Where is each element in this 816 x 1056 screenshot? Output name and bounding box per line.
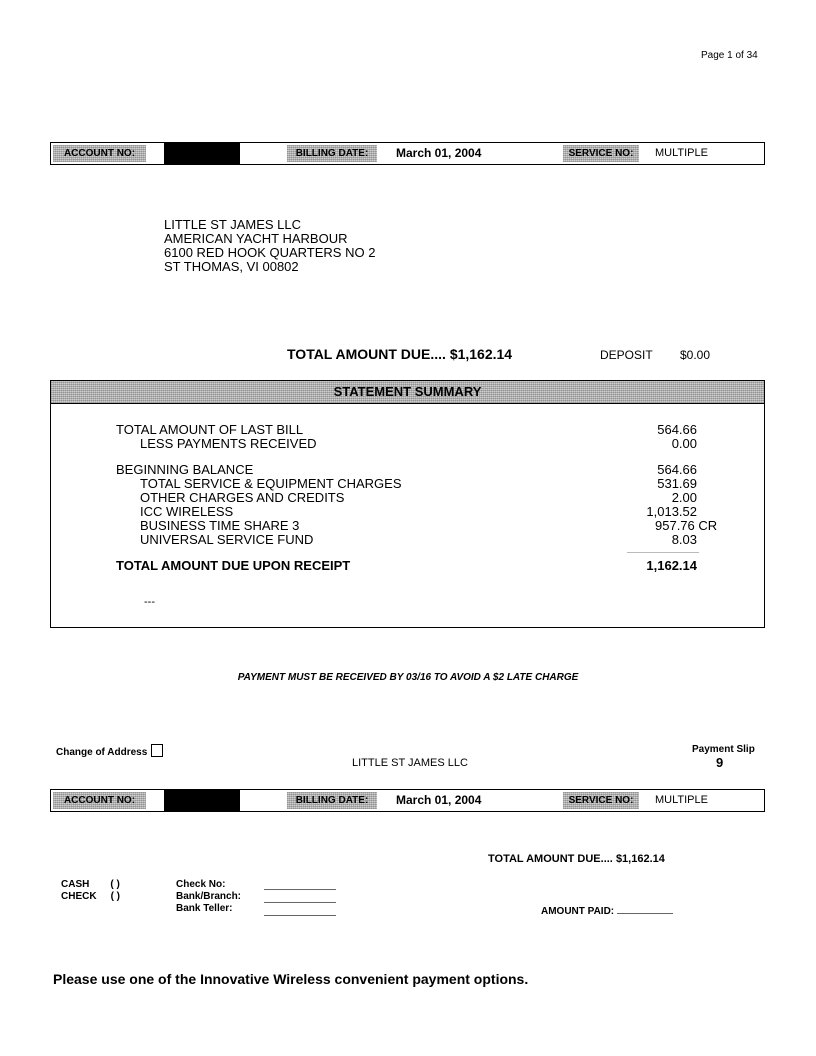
payments-label: LESS PAYMENTS RECEIVED: [140, 436, 317, 451]
service-no-label: SERVICE NO:: [563, 145, 639, 162]
last-bill-amount: 564.66: [657, 422, 697, 437]
charge-item-label: UNIVERSAL SERVICE FUND: [140, 532, 314, 547]
check-option[interactable]: ( ): [110, 891, 121, 902]
account-no-label: ACCOUNT NO:: [53, 792, 146, 809]
payments-amount: 0.00: [671, 436, 697, 451]
statement-summary-title: STATEMENT SUMMARY: [51, 381, 764, 404]
address-line: AMERICAN YACHT HARBOUR: [164, 231, 348, 246]
slip-total-due: TOTAL AMOUNT DUE.... $1,162.14: [488, 853, 665, 865]
address-line: 6100 RED HOOK QUARTERS NO 2: [164, 245, 376, 260]
account-no-redacted: [164, 790, 240, 811]
billing-date-label: BILLING DATE:: [287, 145, 377, 162]
service-no-label: SERVICE NO:: [563, 792, 639, 809]
service-no-value: MULTIPLE: [655, 794, 708, 806]
total-due-receipt-amount: 1,162.14: [646, 558, 697, 573]
bank-branch-label: Bank/Branch:: [176, 891, 242, 902]
mailing-address: [164, 218, 375, 274]
total-rule: [627, 552, 699, 553]
cash-option[interactable]: ( ): [110, 879, 120, 890]
late-charge-notice: PAYMENT MUST BE RECEIVED BY 03/16 TO AVOID A $2 LATE CHARGE: [237, 672, 579, 683]
bank-teller-label: Bank Teller:: [176, 903, 233, 914]
service-no-value: MULTIPLE: [655, 147, 708, 159]
charge-item-amount: 531.69: [657, 476, 697, 491]
check-no-label: Check No:: [176, 879, 226, 890]
beginning-balance-label: BEGINNING BALANCE: [116, 462, 254, 477]
charge-item-label: TOTAL SERVICE & EQUIPMENT CHARGES: [140, 476, 402, 491]
statement-summary: [50, 380, 765, 628]
address-line: ST THOMAS, VI 00802: [164, 259, 299, 274]
account-no-label: ACCOUNT NO:: [53, 145, 146, 162]
amount-paid-field[interactable]: [617, 903, 673, 914]
change-of-address: Change of Address: [56, 744, 163, 758]
account-no-redacted: [164, 143, 240, 164]
change-of-address-checkbox[interactable]: [151, 744, 163, 757]
billing-date-value: March 01, 2004: [396, 146, 482, 160]
check-label: CHECK: [61, 891, 97, 902]
charge-item-amount: 8.03: [671, 532, 697, 547]
beginning-balance-amount: 564.66: [657, 462, 697, 477]
payment-method: [61, 879, 120, 903]
account-header-bar: [50, 142, 765, 165]
summary-note: ---: [144, 596, 155, 608]
charge-item-amount: 2.00: [671, 490, 697, 505]
payment-slip-label: Payment Slip: [692, 744, 755, 755]
charge-item-amount: 957.76 CR: [655, 518, 718, 533]
charge-item-label: ICC WIRELESS: [140, 504, 234, 519]
charge-item-label: BUSINESS TIME SHARE 3: [140, 518, 300, 533]
charge-item-label: OTHER CHARGES AND CREDITS: [140, 490, 345, 505]
billing-date-value: March 01, 2004: [396, 793, 482, 807]
charge-item-amount: 1,013.52: [646, 504, 697, 519]
page-number: Page 1 of 34: [701, 50, 758, 61]
billing-date-label: BILLING DATE:: [287, 792, 377, 809]
bank-branch-field[interactable]: [264, 892, 336, 903]
check-no-field[interactable]: [264, 879, 336, 890]
slip-account-header-bar: [50, 789, 765, 812]
last-bill-label: TOTAL AMOUNT OF LAST BILL: [116, 422, 304, 437]
slip-customer-name: LITTLE ST JAMES LLC: [352, 757, 468, 769]
total-due-receipt-label: TOTAL AMOUNT DUE UPON RECEIPT: [116, 558, 351, 573]
check-details: [176, 879, 241, 915]
bank-teller-field[interactable]: [264, 905, 336, 916]
amount-paid: AMOUNT PAID:: [541, 903, 673, 917]
cash-label: CASH: [61, 879, 90, 890]
address-line: LITTLE ST JAMES LLC: [164, 217, 302, 232]
payment-options-footer: Please use one of the Innovative Wireless convenient payment options.: [53, 971, 529, 987]
total-amount-due: TOTAL AMOUNT DUE.... $1,162.14: [287, 346, 513, 362]
payment-slip-number: 9: [716, 755, 724, 770]
deposit-label: DEPOSIT: [600, 348, 653, 362]
deposit-amount: $0.00: [680, 348, 711, 362]
check-detail-lines: [264, 879, 336, 918]
